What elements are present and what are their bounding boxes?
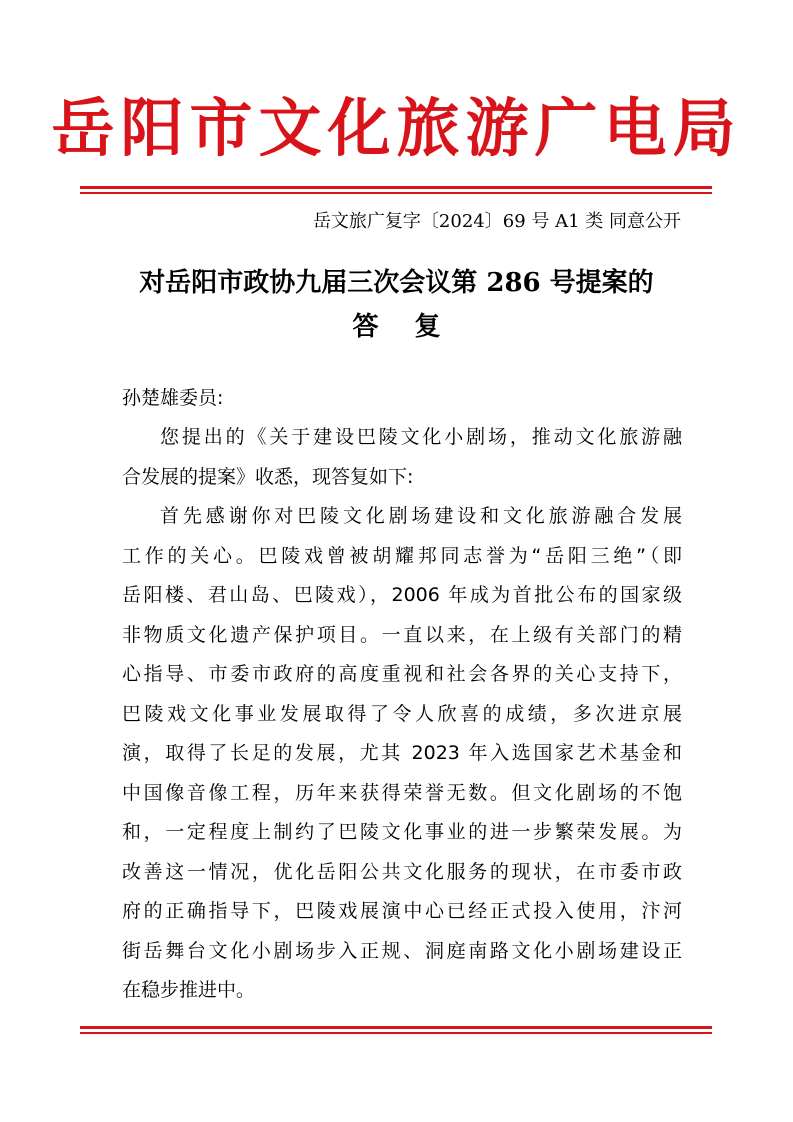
paragraph-line: 府的正确指导下，巴陵戏展演中心已经正式投入使用，汴河 xyxy=(122,900,682,922)
paragraph-line: 心指导、市委市政府的高度重视和社会各界的关心支持下， xyxy=(122,663,682,685)
intro-paragraph xyxy=(122,418,682,497)
paragraph-line: 合发展的提案》收悉，现答复如下: xyxy=(122,465,414,488)
paragraph-line: 首先感谢你对巴陵文化剧场建设和文化旅游融合发展 xyxy=(160,505,682,527)
salutation: 孙楚雄委员: xyxy=(122,387,224,409)
paragraph-line: 您提出的《关于建设巴陵文化小剧场，推动文化旅游融 xyxy=(160,426,682,448)
paragraph-line: 演，取得了长足的发展，尤其 2023 年入选国家艺术基金和 xyxy=(122,742,682,764)
document-number: 岳文旅广复字〔2024〕69 号 A1 类 同意公开 xyxy=(312,211,681,232)
document-title: 对岳阳市政协九届三次会议第 286 号提案的 xyxy=(139,268,654,298)
paragraph-line: 非物质文化遗产保护项目。一直以来，在上级有关部门的精 xyxy=(122,623,682,646)
document-title-reply: 答复 xyxy=(352,312,477,342)
paragraph-line: 和，一定程度上制约了巴陵文化事业的进一步繁荣发展。为 xyxy=(122,821,682,843)
agency-masthead: 岳阳市文化旅游广电局 xyxy=(51,91,742,165)
body-paragraph xyxy=(122,497,682,1011)
paragraph-line: 改善这一情况，优化岳阳公共文化服务的现状，在市委市政 xyxy=(122,860,682,883)
paragraph-line: 工作的关心。巴陵戏曾被胡耀邦同志誉为“岳阳三绝”（即 xyxy=(122,544,682,567)
paragraph-line: 巴陵戏文化事业发展取得了令人欣喜的成绩，多次进京展 xyxy=(122,702,682,725)
paragraph-line: 中国像音像工程，历年来获得荣誉无数。但文化剧场的不饱 xyxy=(122,781,682,804)
paragraph-line: 岳阳楼、君山岛、巴陵戏），2006 年成为首批公布的国家级 xyxy=(122,584,682,606)
paragraph-line: 在稳步推进中。 xyxy=(122,979,256,1001)
footer-rule xyxy=(80,1026,712,1034)
paragraph-line: 街岳舞台文化小剧场步入正规、洞庭南路文化小剧场建设正 xyxy=(122,939,682,962)
header-rule xyxy=(80,186,712,194)
